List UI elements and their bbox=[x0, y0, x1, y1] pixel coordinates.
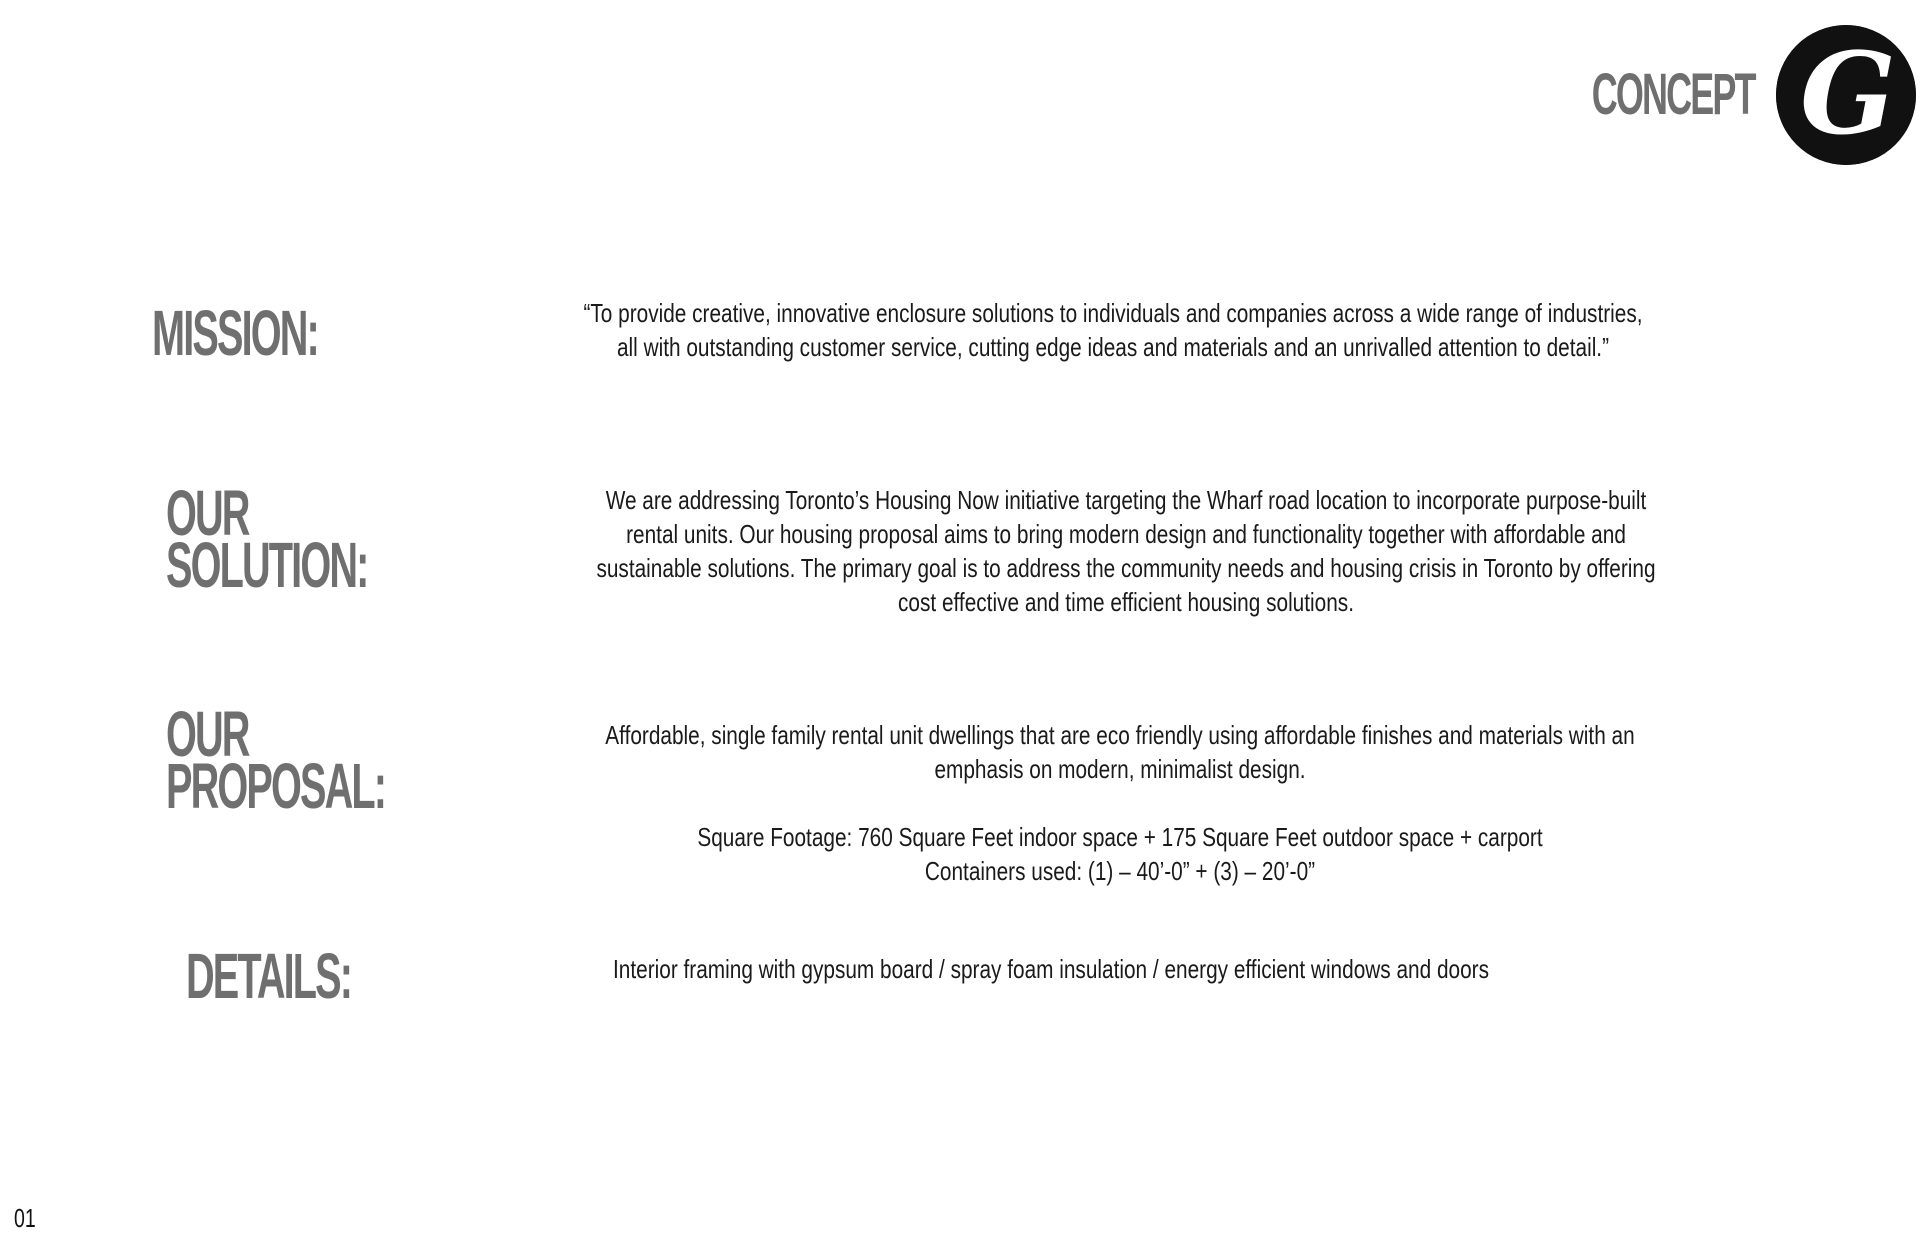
square-footage: Square Footage: 760 Square Feet indoor space + 175 Square Feet outdoor space + carport bbox=[697, 822, 1543, 852]
proposal-heading bbox=[166, 698, 386, 822]
details-line: Interior framing with gypsum board / spray foam insulation / energy efficient windows and doors bbox=[613, 954, 1489, 984]
solution-line: sustainable solutions. The primary goal is to address the community needs and housing crisis in Toronto by offering bbox=[596, 553, 1656, 583]
script-g-logo-icon bbox=[1776, 25, 1916, 165]
solution-line: We are addressing Toronto’s Housing Now initiative targeting the Wharf road location to incorporate purpose-built bbox=[605, 485, 1647, 515]
containers-used: Containers used: (1) – 40’-0” + (3) – 20’-0” bbox=[924, 856, 1316, 886]
solution-heading bbox=[166, 477, 368, 601]
proposal-heading-line2: PROPOSAL: bbox=[166, 750, 386, 822]
details-text bbox=[453, 952, 1648, 986]
logo-letter: G bbox=[1800, 29, 1896, 160]
mission-heading-text: MISSION: bbox=[152, 297, 318, 369]
details-heading bbox=[186, 940, 352, 1012]
proposal-line: emphasis on modern, minimalist design. bbox=[934, 754, 1306, 784]
mission-statement bbox=[515, 296, 1710, 364]
mission-line: “To provide creative, innovative enclosure solutions to individuals and companies across a wide range of industries, bbox=[583, 298, 1643, 328]
mission-heading bbox=[152, 297, 318, 369]
proposal-text bbox=[522, 718, 1717, 888]
solution-line: cost effective and time efficient housing solutions. bbox=[898, 587, 1354, 617]
page-title: CONCEPT bbox=[1592, 62, 1755, 127]
solution-text bbox=[528, 483, 1723, 619]
solution-heading-line1: OUR bbox=[166, 477, 249, 549]
solution-heading-line2: SOLUTION: bbox=[166, 529, 368, 601]
proposal-line: Affordable, single family rental unit dwellings that are eco friendly using affordable finishes and materials with an bbox=[605, 720, 1635, 750]
mission-line: all with outstanding customer service, cutting edge ideas and materials and an unrivalled attention to detail.” bbox=[616, 332, 1610, 362]
page-number: 01 bbox=[14, 1203, 36, 1233]
proposal-heading-line1: OUR bbox=[166, 698, 249, 770]
solution-line: rental units. Our housing proposal aims to bring modern design and functionality together with affordable and bbox=[626, 519, 1626, 549]
details-heading-text: DETAILS: bbox=[186, 940, 352, 1012]
